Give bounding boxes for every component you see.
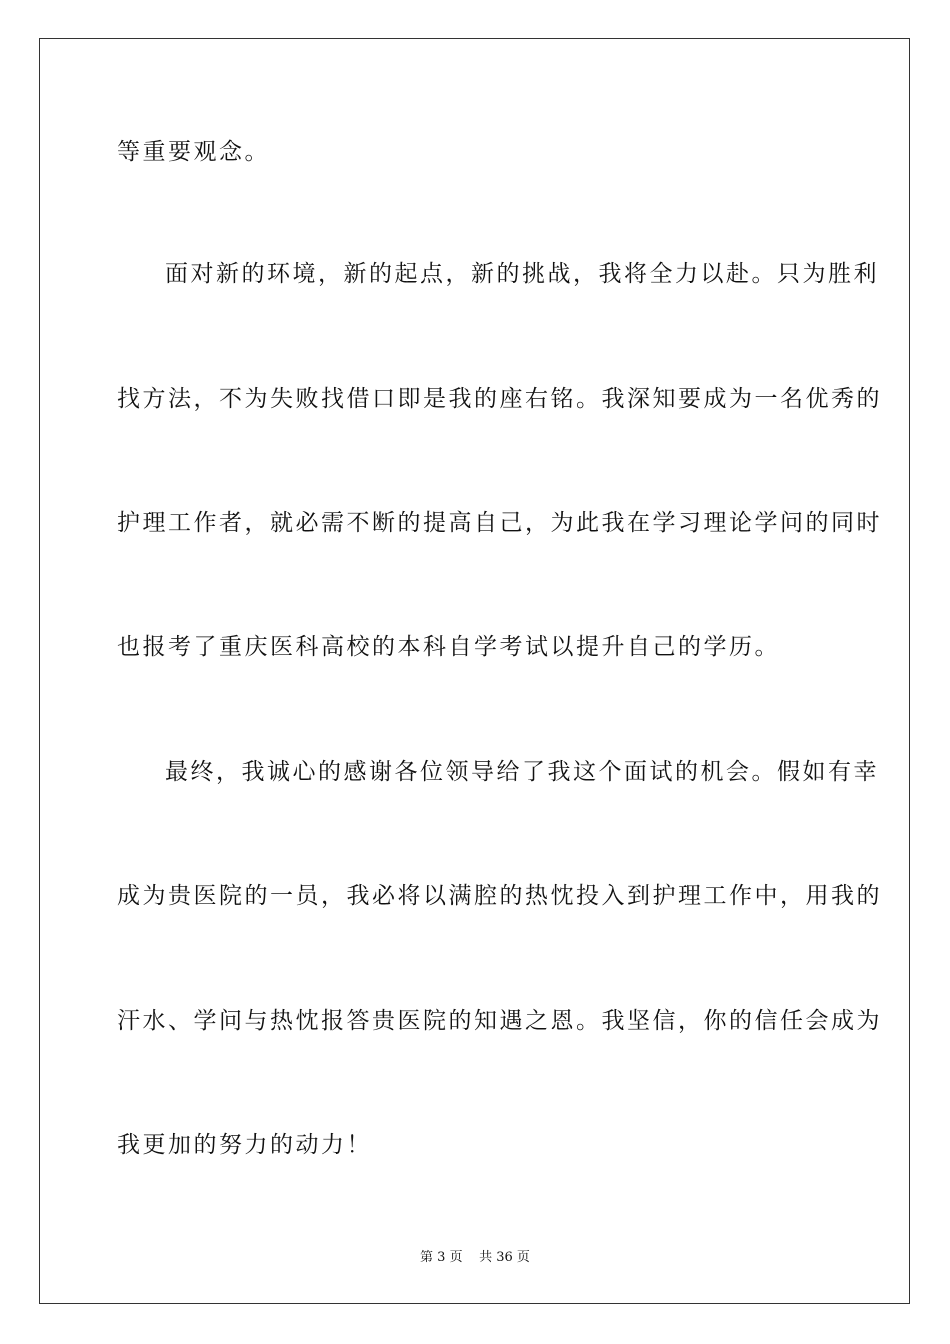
page-footer bbox=[0, 1249, 950, 1267]
text-line-8: 汗水、学问与热忱报答贵医院的知遇之恩。我坚信，你的信任会成为 bbox=[117, 1008, 882, 1034]
text-line-1: 等重要观念。 bbox=[117, 139, 270, 165]
text-line-9: 我更加的努力的动力！ bbox=[117, 1132, 372, 1158]
text-line-2: 面对新的环境，新的起点，新的挑战，我将全力以赴。只为胜利 bbox=[165, 261, 879, 287]
page-number: 第 3 页 bbox=[420, 1250, 463, 1265]
text-line-4: 护理工作者，就必需不断的提高自己，为此我在学习理论学问的同时 bbox=[117, 510, 882, 536]
text-line-3: 找方法，不为失败找借口即是我的座右铭。我深知要成为一名优秀的 bbox=[117, 386, 882, 412]
text-line-5: 也报考了重庆医科高校的本科自学考试以提升自己的学历。 bbox=[117, 634, 780, 660]
text-line-6: 最终，我诚心的感谢各位领导给了我这个面试的机会。假如有幸 bbox=[165, 759, 879, 785]
page-border bbox=[39, 38, 910, 1304]
page-total: 共 36 页 bbox=[479, 1250, 530, 1265]
text-line-7: 成为贵医院的一员，我必将以满腔的热忱投入到护理工作中，用我的 bbox=[117, 883, 882, 909]
